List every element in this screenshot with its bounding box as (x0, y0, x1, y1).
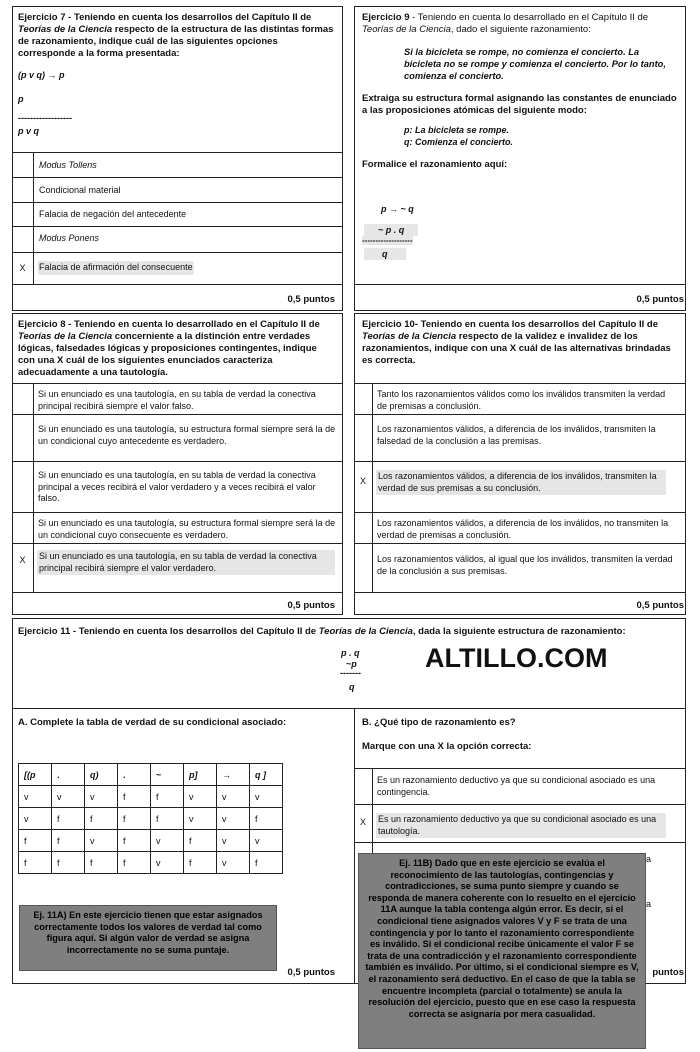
ex7-title: Ejercicio 7 - Teniendo en cuenta los desarrollos del Capítulo II de Teorías de la Ciencia respecto de la estructura de las distintas formas de razonamiento, indique cuál de las siguientes opciones corresponde a la forma presentada: (18, 12, 334, 59)
ex11b-option-1[interactable]: Es un razonamiento deductivo ya que su condicional asociado es una contingencia. (377, 775, 656, 797)
ex7-option-2[interactable]: Condicional material (39, 185, 121, 195)
truth-table-cell[interactable]: f (118, 786, 151, 808)
ex11b-option-2-mark[interactable]: X (359, 817, 366, 827)
truth-table-header-cell: . (52, 764, 85, 786)
truth-table-cell[interactable]: f (250, 852, 283, 874)
ex11-title: Ejercicio 11 - Teniendo en cuenta los desarrollos del Capítulo II de Teorías de la Ciencia, dada la siguiente estructura de razonamiento: (18, 626, 626, 637)
truth-table-row (19, 808, 283, 830)
ex8-points: 0,5 puntos (287, 600, 335, 611)
truth-table-cell[interactable]: v (217, 786, 250, 808)
ex10-option-5[interactable]: Los razonamientos válidos, al igual que los inválidos, transmiten la verdad de la conclusión a sus premisas. (377, 554, 673, 576)
ex10-option-3-mark[interactable]: X (359, 476, 366, 486)
ex11a-grading-note: Ej. 11A) En este ejercicio tienen que estar asignados correctamente todos los valores de verdad tal como figura aquí. Si algún valor de verdad se asigna incorrectamente no se suma puntaje. (19, 905, 277, 971)
truth-table-cell[interactable]: f (19, 830, 52, 852)
ex7-separator: ------------------ (18, 113, 72, 123)
truth-table-cell[interactable]: v (217, 852, 250, 874)
truth-table-cell[interactable]: f (184, 852, 217, 874)
ex7-option-4[interactable]: Modus Ponens (39, 233, 100, 243)
truth-table-cell[interactable]: v (52, 786, 85, 808)
ex9-formula-2[interactable]: ~ p . q (364, 224, 418, 236)
truth-table-cell[interactable]: v (85, 786, 118, 808)
ex11a-title: A. Complete la tabla de verdad de su condicional asociado: (18, 717, 287, 728)
ex8-option-5-mark[interactable]: X (19, 555, 26, 565)
ex8-title: Ejercicio 8 - Teniendo en cuenta lo desarrollado en el Capítulo II de Teorías de la Ciencia concerniente a la distinción entre verdades lógicas, falsedades lógicas y proposiciones contingentes, indique con una X cuál de los siguientes enunciados caracteriza adecuadamente a una tautología. (18, 319, 320, 378)
truth-table-row (19, 830, 283, 852)
ex11b-option-2[interactable]: Es un razonamiento deductivo ya que su condicional asociado es una tautología. (376, 813, 666, 838)
truth-table-header (19, 764, 283, 786)
truth-table-cell[interactable]: f (52, 808, 85, 830)
ex7-option-3[interactable]: Falacia de negación del antecedente (39, 209, 187, 219)
ex9-formalize-label: Formalice el razonamiento aquí: (362, 159, 508, 170)
ex7-option-5-mark[interactable]: X (19, 263, 26, 273)
ex11b-partial-text-2: a (646, 899, 652, 909)
truth-table-cell[interactable]: f (118, 830, 151, 852)
truth-table-cell[interactable]: f (118, 808, 151, 830)
truth-table-cell[interactable]: v (250, 786, 283, 808)
ex11b-points: puntos (652, 967, 684, 978)
truth-table-cell[interactable]: v (217, 808, 250, 830)
truth-table-cell[interactable]: f (85, 808, 118, 830)
truth-table-header-cell: p] (184, 764, 217, 786)
truth-table-cell[interactable]: f (184, 830, 217, 852)
ex9-instruction: Extraiga su estructura formal asignando las constantes de enunciado a las proposiciones atómicas del siguiente modo: (362, 93, 677, 116)
truth-table-cell[interactable]: v (151, 830, 184, 852)
truth-table-cell[interactable]: v (19, 786, 52, 808)
truth-table-cell[interactable]: v (184, 786, 217, 808)
truth-table-header-cell: . (118, 764, 151, 786)
truth-table-cell[interactable]: v (19, 808, 52, 830)
ex9-formula-3[interactable]: q (364, 248, 406, 260)
ex8-option-2[interactable]: Si un enunciado es una tautología, su estructura formal siempre será la de un condicional cuyo antecedente es verdadero. (38, 424, 336, 446)
ex11b-instruction: Marque con una X la opción correcta: (362, 741, 532, 752)
truth-table-header-cell: → (217, 764, 250, 786)
truth-table-cell[interactable]: f (52, 852, 85, 874)
ex7-conclusion: p v q (18, 126, 40, 136)
truth-table-cell[interactable]: v (85, 830, 118, 852)
ex9-formula-line: ------------------- (362, 236, 413, 245)
ex9-points: 0,5 puntos (636, 294, 684, 305)
ex9-title: Ejercicio 9 - Teniendo en cuenta lo desarrollado en el Capítulo II de Teorías de la Ciencia, dado el siguiente razonamiento: (362, 12, 649, 35)
ex8-option-3[interactable]: Si un enunciado es una tautología, en su tabla de verdad la conectiva principal a veces recibirá el valor verdadero y a veces recibirá el valor falso. (38, 470, 316, 503)
ex8-option-4[interactable]: Si un enunciado es una tautología, su estructura formal siempre será la de un condicional cuyo consecuente es verdadero. (38, 518, 336, 540)
truth-table-cell[interactable]: f (250, 808, 283, 830)
truth-table-cell[interactable]: f (118, 852, 151, 874)
truth-table-header-cell: q) (85, 764, 118, 786)
ex11a-points: 0,5 puntos (287, 967, 335, 978)
ex11b-title: B. ¿Qué tipo de razonamiento es? (362, 717, 516, 728)
truth-table-header-cell: q ] (250, 764, 283, 786)
ex10-option-2[interactable]: Los razonamientos válidos, a diferencia de los inválidos, transmiten la falsedad de la conclusión a las premisas. (377, 424, 656, 446)
ex9-formula-1[interactable]: p → ~ q (381, 204, 414, 214)
ex9-const-p: p: La bicicleta se rompe. (404, 125, 510, 135)
ex8-option-1[interactable]: Si un enunciado es una tautología, en su tabla de verdad la conectiva principal recibirá siempre el valor falso. (38, 389, 316, 411)
ex7-points: 0,5 puntos (287, 294, 335, 305)
ex9-const-q: q: Comienza el concierto. (404, 137, 514, 147)
truth-table-header-cell: ~ (151, 764, 184, 786)
truth-table-cell[interactable]: f (151, 808, 184, 830)
truth-table-cell[interactable]: f (19, 852, 52, 874)
ex10-points: 0,5 puntos (636, 600, 684, 611)
truth-table-cell[interactable]: v (151, 852, 184, 874)
ex10-title: Ejercicio 10- Teniendo en cuenta los desarrollos del Capítulo II de Teorías de la Ciencia respecto de la validez e invalidez de los razonamientos, indique con una X cuál de las alternativas brindadas es correcta. (362, 319, 671, 366)
ex11-structure-3: q (349, 682, 355, 692)
ex8-option-5[interactable]: Si un enunciado es una tautología, en su tabla de verdad la conectiva principal recibirá siempre el valor verdadero. (37, 550, 335, 575)
truth-table-row (19, 786, 283, 808)
truth-table (18, 763, 283, 874)
ex11-structure-1: p . q (341, 648, 360, 658)
truth-table-cell[interactable]: f (151, 786, 184, 808)
truth-table-cell[interactable]: v (250, 830, 283, 852)
ex11b-grading-note: Ej. 11B) Dado que en este ejercicio se evalúa el reconocimiento de las tautologías, contingencias y contradicciones, se suma punto siempre y cuando se responda de manera coherente con lo resuelto en el ejercicio 11A aunque la tabla contenga algún error. Es decir, si el condicional tiene asignados valores V y F se trata de una contingencia y por lo tanto el razonamiento correspondiente es inválido. Si el condicional recibe únicamente el valor F se trata de una contradicción y el razonamiento correspondiente también es inválido. Por último, si el condicional siempre es V, el razonamiento será deductivo. En el caso de que la tabla se encuentre incompleta (parcial o totalmente) se anula la resolución del ejercicio, puesto que en ese caso la respuesta correcta se asignaría por mera casualidad. (358, 853, 646, 1049)
truth-table-cell[interactable]: f (85, 852, 118, 874)
ex10-option-1[interactable]: Tanto los razonamientos válidos como los inválidos transmiten la verdad de premisas a conclusión. (377, 389, 666, 411)
ex11-structure-2: ~p (346, 659, 357, 669)
ex7-option-5[interactable]: Falacia de afirmación del consecuente (38, 261, 194, 275)
ex7-premise-2: p (18, 94, 24, 104)
ex10-option-3[interactable]: Los razonamientos válidos, a diferencia de los inválidos, transmiten la verdad de sus premisas a su conclusión. (376, 470, 666, 495)
ex11-structure-line: ------- (340, 668, 361, 678)
altillo-logo: ALTILLO.COM (425, 643, 608, 673)
ex10-option-4[interactable]: Los razonamientos válidos, a diferencia de los inválidos, no transmiten la verdad de premisas a conclusión. (377, 518, 669, 540)
ex11b-partial-text-1: a (646, 854, 652, 864)
ex7-option-1[interactable]: Modus Tollens (39, 160, 97, 170)
ex7-premise-1: (p v q) → p (18, 70, 65, 80)
truth-table-cell[interactable]: v (184, 808, 217, 830)
truth-table-cell[interactable]: f (52, 830, 85, 852)
truth-table-row (19, 852, 283, 874)
truth-table-cell[interactable]: v (217, 830, 250, 852)
truth-table-header-cell: [(p (19, 764, 52, 786)
ex9-quote: Si la bicicleta se rompe, no comienza el concierto. La bicicleta no se rompe y comienza el concierto. Por lo tanto, comienza el concierto. (404, 47, 666, 81)
